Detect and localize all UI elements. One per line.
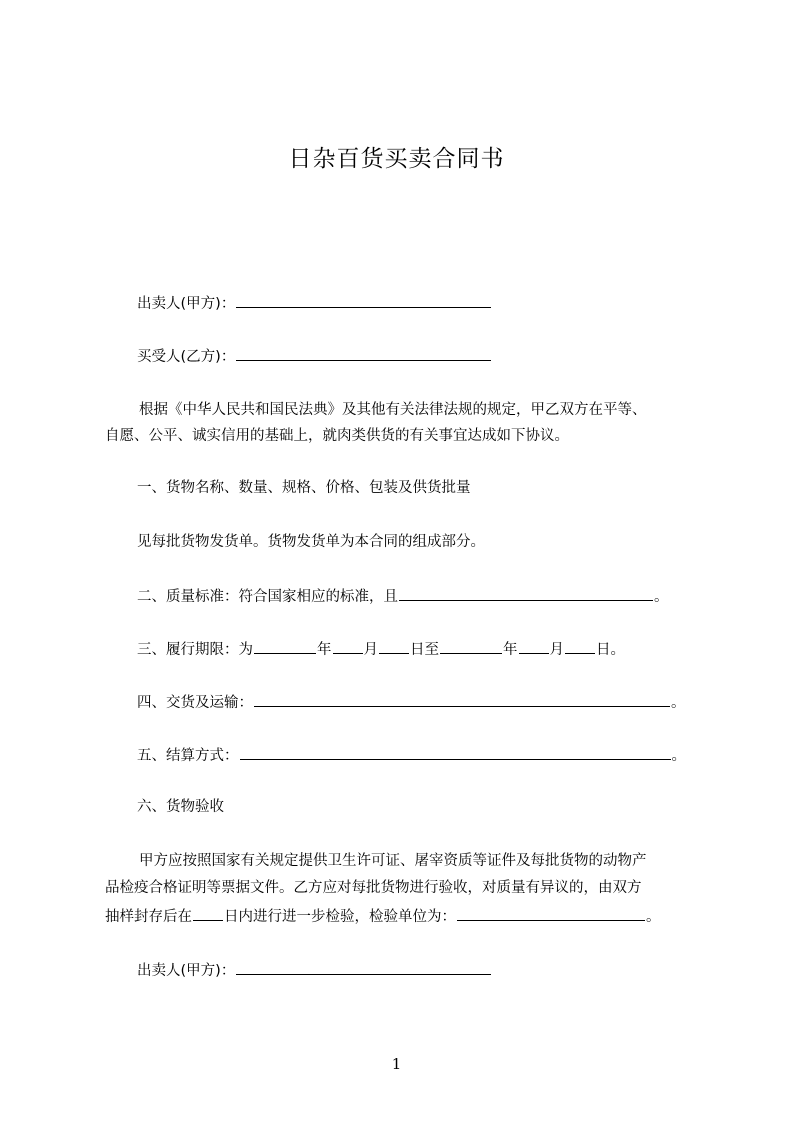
seller-line bbox=[137, 292, 492, 314]
buyer-blank[interactable] bbox=[236, 345, 491, 361]
section-2-label: 二、质量标准：符合国家相应的标准，且 bbox=[137, 589, 398, 605]
period: 。 bbox=[671, 748, 686, 764]
seller-label: 出卖人(甲方)： bbox=[137, 296, 236, 312]
end-month-blank[interactable] bbox=[519, 638, 549, 654]
start-year-blank[interactable] bbox=[254, 638, 316, 654]
buyer-label: 买受人(乙方)： bbox=[137, 349, 236, 365]
seller-blank-2[interactable] bbox=[236, 959, 491, 975]
section-6-line-2: 品检疫合格证明等票据文件。乙方应对每批货物进行验收，对质量有异议的，由双方 bbox=[105, 880, 642, 896]
start-month-blank[interactable] bbox=[333, 638, 363, 654]
page-number: 1 bbox=[391, 1055, 402, 1073]
intro-line-1: 根据《中华人民共和国民法典》及其他有关法律法规的规定，甲乙双方在平等、 bbox=[139, 402, 647, 418]
month-label: 月 bbox=[363, 642, 378, 658]
end-year-blank[interactable] bbox=[440, 638, 502, 654]
seller-line-2 bbox=[137, 959, 492, 981]
day-end-label: 日。 bbox=[596, 642, 625, 658]
end-day-blank[interactable] bbox=[565, 638, 595, 654]
period: 。 bbox=[646, 909, 661, 925]
buyer-line bbox=[137, 345, 492, 367]
seller-blank[interactable] bbox=[236, 292, 491, 308]
section-3-line bbox=[137, 638, 625, 660]
document-title: 日杂百货买卖合同书 bbox=[288, 146, 505, 172]
year-label: 年 bbox=[317, 642, 332, 658]
section-6-line-3 bbox=[105, 905, 661, 927]
section-1-heading: 一、货物名称、数量、规格、价格、包装及供货批量 bbox=[137, 480, 471, 496]
settlement-blank[interactable] bbox=[240, 744, 671, 760]
section-6-line-3b: 日内进行进一步检验，检验单位为： bbox=[224, 909, 456, 925]
delivery-blank[interactable] bbox=[254, 691, 670, 707]
section-1-body: 见每批货物发货单。货物发货单为本合同的组成部分。 bbox=[137, 534, 485, 550]
section-5-label: 五、结算方式： bbox=[137, 748, 239, 764]
month-label: 月 bbox=[549, 642, 564, 658]
year-label: 年 bbox=[503, 642, 518, 658]
day-to-label: 日至 bbox=[410, 642, 439, 658]
section-2-line bbox=[137, 585, 669, 607]
period: 。 bbox=[654, 589, 669, 605]
period: 。 bbox=[671, 695, 686, 711]
start-day-blank[interactable] bbox=[379, 638, 409, 654]
section-6-line-1: 甲方应按照国家有关规定提供卫生许可证、屠宰资质等证件及每批货物的动物产 bbox=[139, 853, 647, 869]
inspection-unit-blank[interactable] bbox=[457, 905, 645, 921]
seller-label-2: 出卖人(甲方)： bbox=[137, 963, 236, 979]
quality-blank[interactable] bbox=[399, 585, 653, 601]
section-5-line bbox=[137, 744, 686, 766]
section-3-label: 三、履行期限：为 bbox=[137, 642, 253, 658]
section-4-line bbox=[137, 691, 686, 713]
inspection-days-blank[interactable] bbox=[193, 905, 223, 921]
intro-line-2: 自愿、公平、诚实信用的基础上，就肉类供货的有关事宜达成如下协议。 bbox=[105, 428, 569, 444]
section-4-label: 四、交货及运输： bbox=[137, 695, 253, 711]
section-6-line-3a: 抽样封存后在 bbox=[105, 909, 192, 925]
section-6-heading: 六、货物验收 bbox=[137, 799, 224, 815]
